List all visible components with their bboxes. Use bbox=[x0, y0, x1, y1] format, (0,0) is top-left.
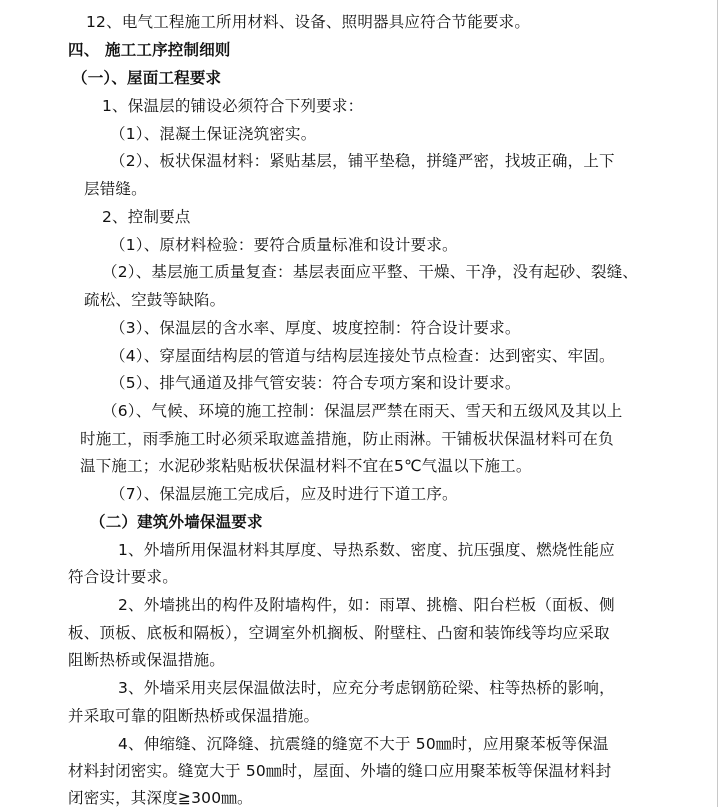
paragraph-line: 阻断热桥或保温措施。 bbox=[68, 651, 226, 669]
paragraph-line: 符合设计要求。 bbox=[68, 568, 178, 586]
paragraph-line: 1、保温层的铺设必须符合下列要求： bbox=[102, 97, 364, 115]
paragraph-line: （6）、气候、环境的施工控制：保温层严禁在雨天、雪天和五级风及其以上 bbox=[102, 402, 623, 420]
paragraph-line: 材料封闭密实。缝宽大于 50㎜时，屋面、外墙的缝口应用聚苯板等保温材料封 bbox=[68, 762, 612, 780]
paragraph-line: 并采取可靠的阻断热桥或保温措施。 bbox=[68, 707, 320, 725]
paragraph-line: （2）、板状保温材料：紧贴基层，铺平垫稳，拼缝严密，找坡正确，上下 bbox=[110, 152, 615, 170]
paragraph-line: 闭密实，其深度≧300㎜。 bbox=[68, 789, 253, 807]
paragraph-line: 疏松、空鼓等缺陷。 bbox=[84, 291, 226, 309]
section-heading: 四、 施工工序控制细则 bbox=[68, 41, 231, 59]
paragraph-line: 2、控制要点 bbox=[102, 208, 191, 226]
paragraph-line: （2）、基层施工质量复查：基层表面应平整、干燥、干净，没有起砂、裂缝、 bbox=[102, 263, 639, 281]
paragraph-line: （1）、原材料检验：要符合质量标准和设计要求。 bbox=[110, 236, 458, 254]
paragraph-line: （3）、保温层的含水率、厚度、坡度控制：符合设计要求。 bbox=[110, 319, 521, 337]
paragraph-line: （1）、混凝土保证浇筑密实。 bbox=[110, 125, 317, 143]
paragraph-line: 板、顶板、底板和隔板），空调室外机搁板、附壁柱、凸窗和装饰线等均应采取 bbox=[68, 624, 610, 642]
paragraph-line: （5）、排气通道及排气管安装：符合专项方案和设计要求。 bbox=[110, 374, 521, 392]
paragraph-line: 时施工，雨季施工时必须采取遮盖措施，防止雨淋。干铺板状保温材料可在负 bbox=[80, 430, 614, 448]
subsection-heading: （二）建筑外墙保温要求 bbox=[90, 513, 263, 531]
paragraph-line: （7）、保温层施工完成后，应及时进行下道工序。 bbox=[110, 485, 458, 503]
paragraph-line: 4、伸缩缝、沉降缝、抗震缝的缝宽不大于 50㎜时，应用聚苯板等保温 bbox=[118, 735, 609, 753]
subsection-heading: （一）、屋面工程要求 bbox=[72, 69, 222, 87]
paragraph-line: 1、外墙所用保温材料其厚度、导热系数、密度、抗压强度、燃烧性能应 bbox=[118, 541, 615, 559]
paragraph-line: 3、外墙采用夹层保温做法时，应充分考虑钢筋砼梁、柱等热桥的影响， bbox=[118, 679, 615, 697]
paragraph-line: 12、电气工程施工所用材料、设备、照明器具应符合节能要求。 bbox=[86, 13, 531, 31]
paragraph-line: （4）、穿屋面结构层的管道与结构层连接处节点检查：达到密实、牢固。 bbox=[110, 347, 615, 365]
paragraph-line: 温下施工；水泥砂浆粘贴板状保温材料不宜在5℃气温以下施工。 bbox=[80, 457, 532, 475]
paragraph-line: 2、外墙挑出的构件及附墙构件，如：雨罩、挑檐、阳台栏板（面板、侧 bbox=[118, 596, 615, 614]
paragraph-line: 层错缝。 bbox=[84, 180, 147, 198]
